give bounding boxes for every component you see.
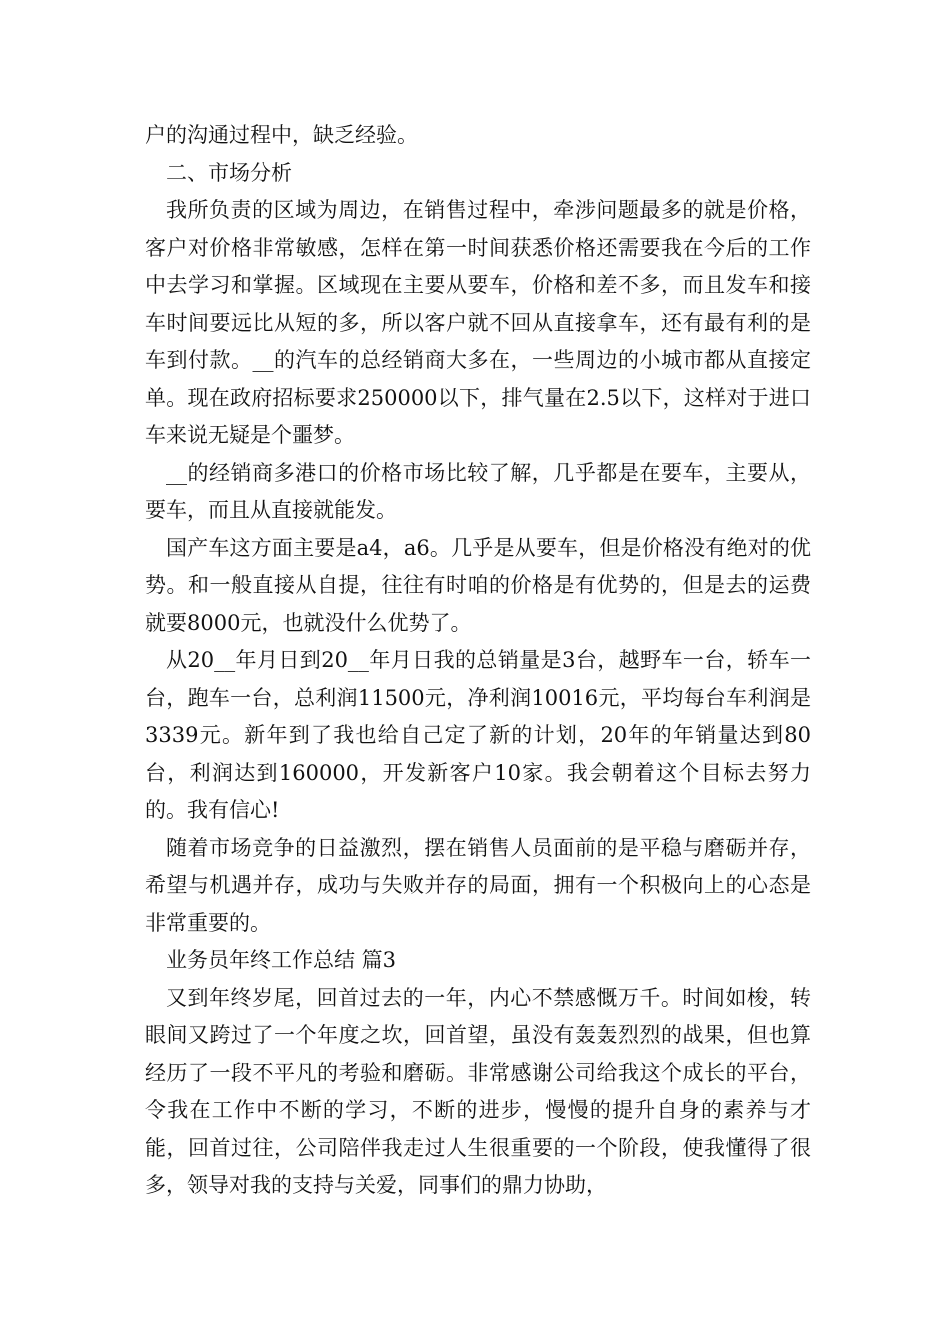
paragraph-dealers: __的经销商多港口的价格市场比较了解，几乎都是在要车，主要从，要车，而且从直接就能发。 [145,460,811,522]
section-heading-market-analysis: 二、市场分析 [166,160,292,185]
paragraph-continuation: 户的沟通过程中，缺乏经验。 [145,123,418,147]
paragraph-sales-figures: 从20__年月日到20__年月日我的总销量是3台，越野车一台，轿车一台，跑车一台，总利润11500元，净利润10016元，平均每台车利润是3339元。新年到了我也给自己定了新的计划，20年的年销量达到80台，利润达到160000，开发新客户10家。我会朝着这个目标去努力的。我有信心! [145,648,811,822]
paragraph-domestic-cars: 国产车这方面主要是a4，a6。几乎是从要车，但是价格没有绝对的优势。和一般直接从自提，往往有时咱的价格是有优势的，但是去的运费就要8000元，也就没什么优势了。 [145,535,811,635]
paragraph-attitude: 随着市场竞争的日益激烈，摆在销售人员面前的是平稳与磨砺并存，希望与机遇并存，成功与失败并存的局面，拥有一个积极向上的心态是非常重要的。 [145,835,811,935]
paragraph-region-pricing: 我所负责的区域为周边，在销售过程中，牵涉问题最多的就是价格，客户对价格非常敏感，怎样在第一时间获悉价格还需要我在今后的工作中去学习和掌握。区域现在主要从要车，价格和差不多，而且发车和接车时间要远比从短的多，所以客户就不回从直接拿车，还有最有利的是车到付款。__的汽车的总经销商大多在，一些周边的小城市都从直接定单。现在政府招标要求250000以下，排气量在2.5以下，这样对于进口车来说无疑是个噩梦。 [145,198,811,447]
document-body [145,117,811,1205]
section-heading-part-3: 业务员年终工作总结 篇3 [166,948,397,972]
paragraph-year-end-review: 又到年终岁尾，回首过去的一年，内心不禁感慨万千。时间如梭，转眼间又跨过了一个年度之坎，回首望，虽没有轰轰烈烈的战果，但也算经历了一段不平凡的考验和磨砺。非常感谢公司给我这个成长的平台，令我在工作中不断的学习，不断的进步，慢慢的提升自身的素养与才能，回首过往，公司陪伴我走过人生很重要的一个阶段，使我懂得了很多，领导对我的支持与关爱，同事们的鼎力协助， [145,985,811,1197]
